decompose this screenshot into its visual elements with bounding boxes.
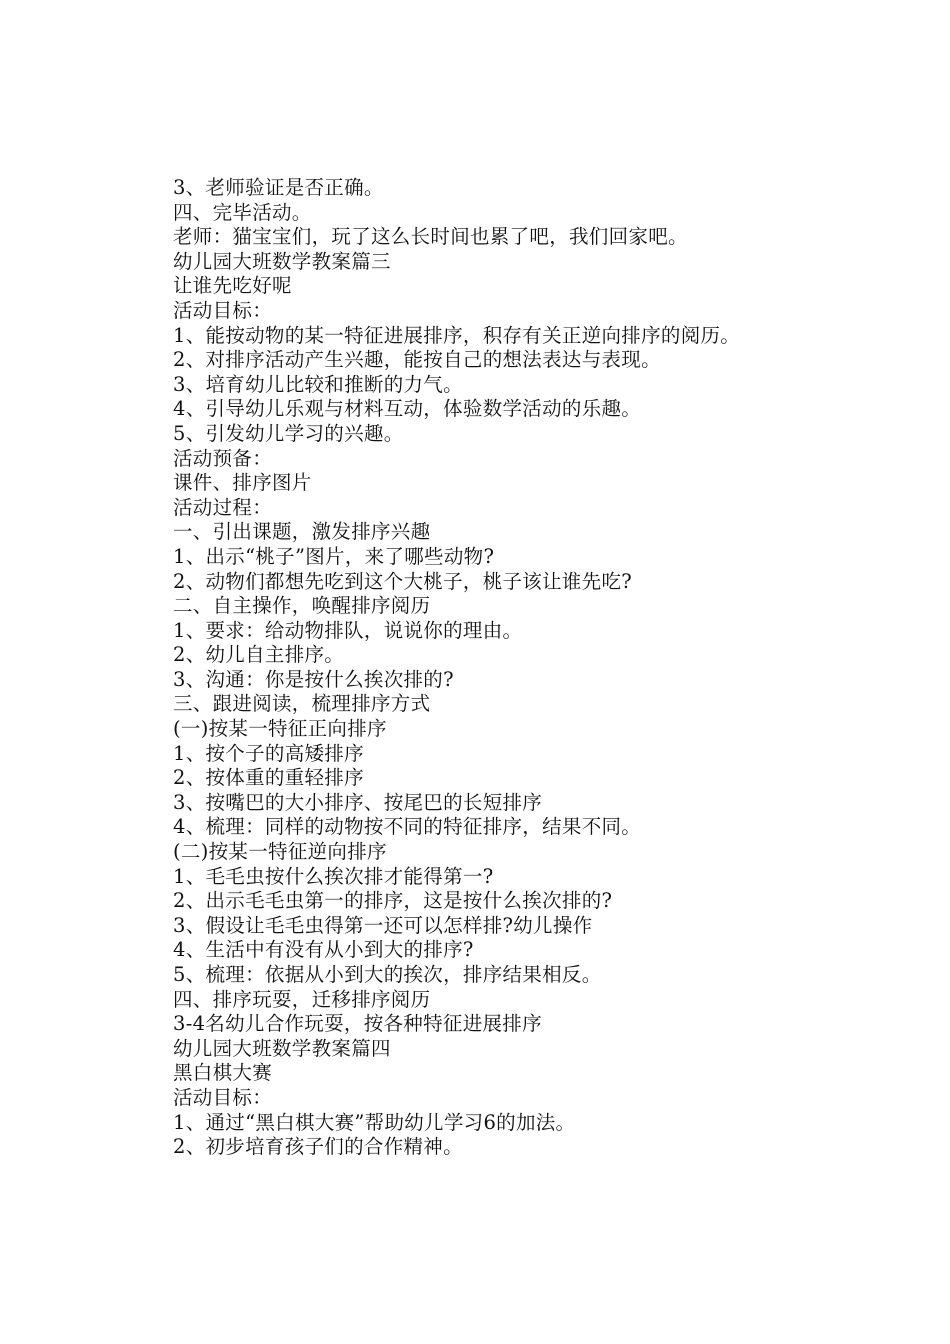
list-item: 5、引发幼儿学习的兴趣。	[173, 421, 404, 445]
list-item: 1、按个子的高矮排序	[173, 741, 364, 765]
list-item: 5、梳理：依据从小到大的挨次，排序结果相反。	[173, 963, 602, 986]
section-heading: 四、完毕活动。	[173, 200, 312, 224]
text-line: 课件、排序图片	[173, 471, 312, 495]
lesson-subtitle: 让谁先吃好呢	[173, 274, 292, 298]
lesson-title: 幼儿园大班数学教案篇三	[173, 249, 391, 273]
list-item: 2、出示毛毛虫第一的排序，这是按什么挨次排的?	[173, 889, 613, 913]
list-item: 2、对排序活动产生兴趣，能按自己的想法表达与表现。	[173, 348, 661, 372]
list-item: 2、按体重的重轻排序	[173, 766, 364, 790]
section-heading: 四、排序玩耍，迁移排序阅历	[173, 987, 431, 1011]
list-item: 2、幼儿自主排序。	[173, 643, 345, 667]
list-item: 4、梳理：同样的动物按不同的特征排序，结果不同。	[173, 815, 642, 839]
subsection-heading: (一)按某一特征正向排序	[173, 717, 387, 741]
list-item: 1、能按动物的某一特征进展排序，积存有关正逆向排序的阅历。	[173, 323, 741, 347]
list-item: 2、初步培育孩子们的合作精神。	[173, 1135, 463, 1159]
list-item: 3、沟通：你是按什么挨次排的?	[173, 667, 454, 691]
list-item: 3、培育幼儿比较和推断的力气。	[173, 372, 463, 396]
section-heading: 活动过程：	[173, 495, 273, 519]
section-heading: 二、自主操作，唤醒排序阅历	[173, 594, 431, 618]
list-item: 1、要求：给动物排队，说说你的理由。	[173, 618, 523, 642]
subsection-heading: (二)按某一特征逆向排序	[173, 840, 387, 864]
section-heading: 活动目标：	[173, 1085, 273, 1109]
section-heading: 活动目标：	[173, 298, 273, 322]
list-item: 1、出示“桃子”图片，来了哪些动物?	[173, 544, 495, 568]
text-line: 老师：猫宝宝们，玩了这么长时间也累了吧，我们回家吧。	[173, 225, 688, 249]
list-item: 4、引导幼儿乐观与材料互动，体验数学活动的乐趣。	[173, 397, 642, 421]
lesson-subtitle: 黑白棋大赛	[173, 1061, 273, 1085]
text-line: 3-4名幼儿合作玩耍，按各种特征进展排序	[173, 1012, 542, 1036]
lesson-title: 幼儿园大班数学教案篇四	[173, 1036, 391, 1060]
list-item: 1、通过“黑白棋大赛”帮助幼儿学习6的加法。	[173, 1110, 576, 1134]
section-heading: 活动预备：	[173, 446, 273, 470]
document-body	[173, 176, 913, 1160]
list-item: 4、生活中有没有从小到大的排序?	[173, 938, 474, 962]
list-item: 3、按嘴巴的大小排序、按尾巴的长短排序	[173, 790, 543, 814]
section-heading: 三、跟进阅读，梳理排序方式	[173, 692, 431, 716]
list-item: 3、假设让毛毛虫得第一还可以怎样排?幼儿操作	[173, 913, 593, 937]
list-item: 1、毛毛虫按什么挨次排才能得第一?	[173, 864, 494, 888]
text-line: 3、老师验证是否正确。	[173, 176, 384, 199]
list-item: 2、动物们都想先吃到这个大桃子，桃子该让谁先吃?	[173, 569, 633, 593]
section-heading: 一、引出课题，激发排序兴趣	[173, 520, 431, 544]
